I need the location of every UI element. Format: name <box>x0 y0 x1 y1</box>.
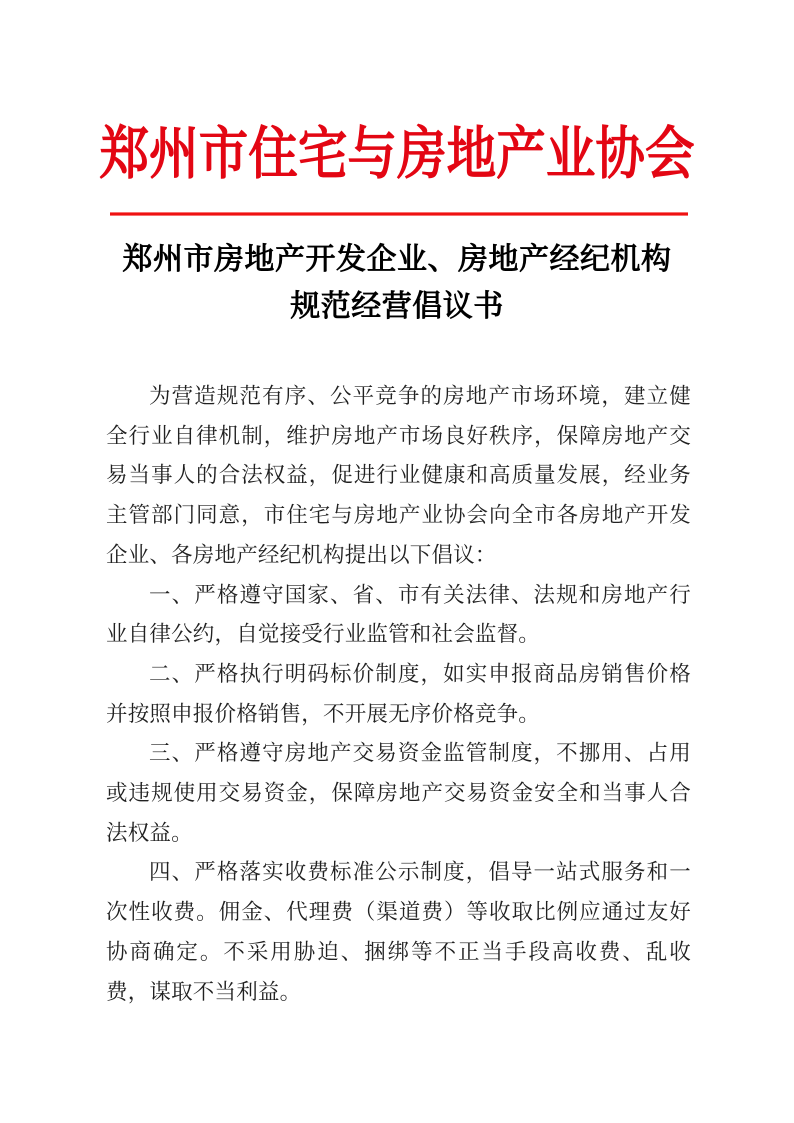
document-title <box>47 236 747 330</box>
document-title-line2: 规范经营倡议书 <box>290 290 504 323</box>
paragraph-item-3: 三、严格遵守房地产交易资金监管制度，不挪用、占用或违规使用交易资金，保障房地产交易资金安全和当事人合法权益。 <box>106 741 691 845</box>
document-title-line1: 郑州市房地产开发企业、房地产经纪机构 <box>122 243 672 276</box>
paragraph-intro: 为营造规范有序、公平竞争的房地产市场环境，建立健全行业自律机制，维护房地产市场良好秩序，保障房地产交易当事人的合法权益，促进行业健康和高质量发展，经业务主管部门同意，市住宅与房地产业协会向全市各房地产开发企业、各房地产经纪机构提出以下倡议： <box>106 384 691 567</box>
paragraph-item-2: 二、严格执行明码标价制度，如实申报商品房销售价格并按照申报价格销售，不开展无序价格竞争。 <box>106 661 691 726</box>
document-body <box>106 377 691 1012</box>
letterhead-title: 郑州市住宅与房地产业协会 <box>99 123 695 186</box>
paragraph-item-1: 一、严格遵守国家、省、市有关法律、法规和房地产行业自律公约，自觉接受行业监管和社会监督。 <box>106 582 691 647</box>
paragraph-item-4: 四、严格落实收费标准公示制度，倡导一站式服务和一次性收费。佣金、代理费（渠道费）等收取比例应通过友好协商确定。不采用胁迫、捆绑等不正当手段高收费、乱收费，谋取不当利益。 <box>106 860 691 1004</box>
letterhead-rule <box>110 212 688 216</box>
